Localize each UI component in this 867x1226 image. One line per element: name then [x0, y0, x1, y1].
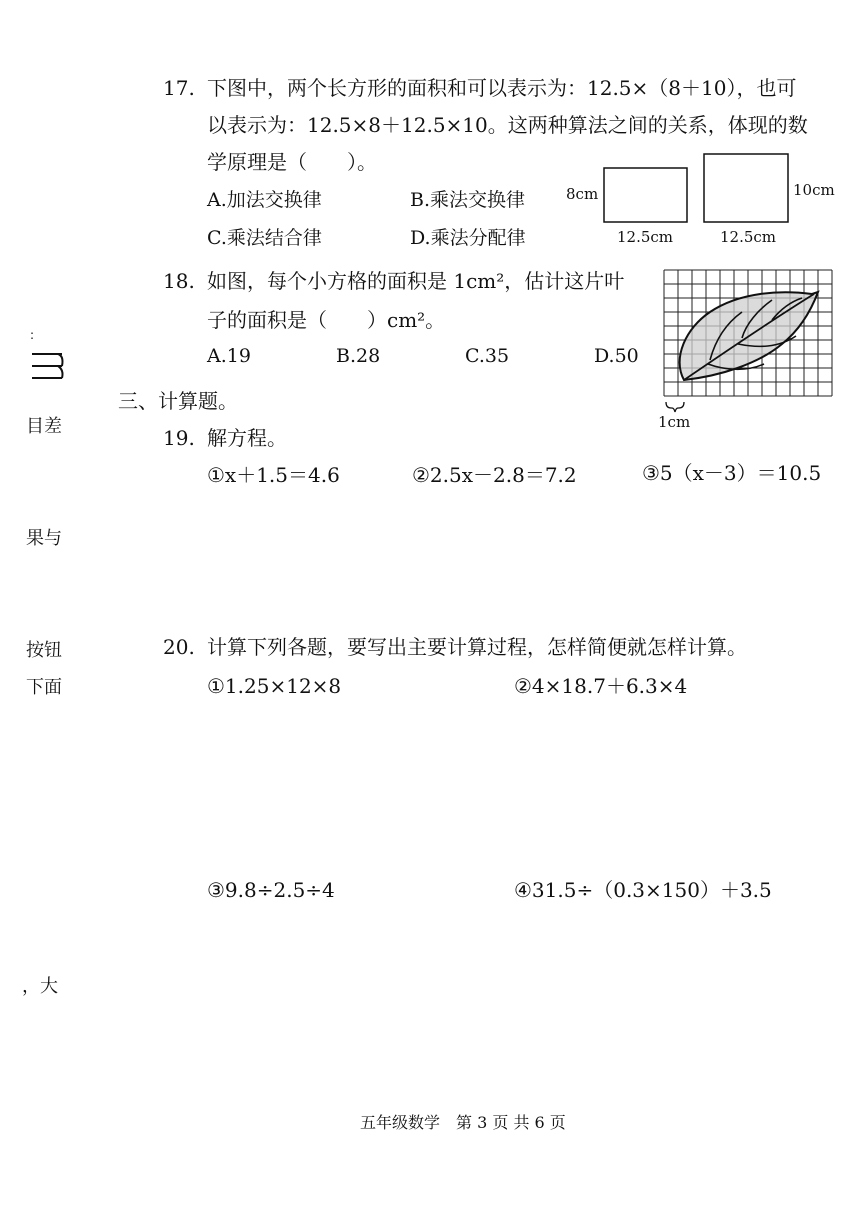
q17-option-b: B.乘法交换律 [410, 189, 526, 211]
q18-number: 18. [163, 269, 195, 293]
q17-rectangles-figure [560, 150, 840, 250]
q17-line1: 下图中，两个长方形的面积和可以表示为：12.5×（8＋10），也可 [207, 76, 797, 100]
q18-option-b: B.28 [336, 345, 381, 367]
q20-item-3: ③9.8÷2.5÷4 [207, 878, 335, 902]
q18-option-c: C.35 [465, 345, 510, 367]
q17-option-d: D.乘法分配律 [410, 227, 526, 249]
q20-item-1: ①1.25×12×8 [207, 674, 342, 698]
q19-item-1: ①x＋1.5＝4.6 [207, 463, 340, 487]
section-3-title: 三、计算题。 [118, 389, 238, 413]
q18-line1: 如图，每个小方格的面积是 1cm²，估计这片叶 [207, 269, 625, 293]
q17-line2: 以表示为：12.5×8＋12.5×10。这两种算法之间的关系，体现的数 [207, 113, 808, 137]
page-footer: 五年级数学 第 3 页 共 6 页 [360, 1113, 566, 1132]
q18-option-a: A.19 [207, 345, 251, 367]
q17-option-a: A.加法交换律 [207, 189, 322, 211]
rect2-width-label: 12.5cm [720, 228, 777, 246]
q18-line2: 子的面积是（ ）cm²。 [207, 308, 446, 332]
rectangle-1 [604, 168, 687, 222]
q19-item-2: ②2.5x－2.8＝7.2 [412, 463, 577, 487]
q17-option-c: C.乘法结合律 [207, 227, 322, 249]
q20-item-2: ②4×18.7＋6.3×4 [514, 674, 688, 698]
margin-text-2: 果与 [26, 528, 62, 549]
margin-text-1: 目差 [26, 416, 62, 437]
rect2-height-label: 10cm [793, 181, 835, 199]
margin-text-3: 按钮 [26, 640, 62, 661]
unit-brace [666, 402, 684, 412]
grid-unit-label: 1cm [658, 413, 691, 431]
q20-title: 计算下列各题，要写出主要计算过程，怎样简便就怎样计算。 [207, 635, 747, 659]
q19-number: 19. [163, 426, 195, 450]
q20-item-4: ④31.5÷（0.3×150）＋3.5 [514, 878, 772, 902]
margin-colon: : [30, 328, 35, 342]
margin-text-4: 下面 [26, 677, 62, 698]
q17-number: 17. [163, 76, 195, 100]
margin-text-5: ，大 [22, 976, 58, 997]
q18-option-d: D.50 [594, 345, 639, 367]
rectangle-2 [704, 154, 788, 222]
margin-glyph-fragment [28, 350, 68, 380]
rect1-width-label: 12.5cm [617, 228, 674, 246]
q20-number: 20. [163, 635, 195, 659]
rect1-height-label: 8cm [566, 185, 599, 203]
q19-title: 解方程。 [207, 426, 287, 450]
q18-leaf-grid-figure [662, 268, 834, 408]
q17-line3: 学原理是（ ）。 [207, 150, 377, 174]
q19-item-3: ③5（x－3）＝10.5 [642, 461, 822, 485]
